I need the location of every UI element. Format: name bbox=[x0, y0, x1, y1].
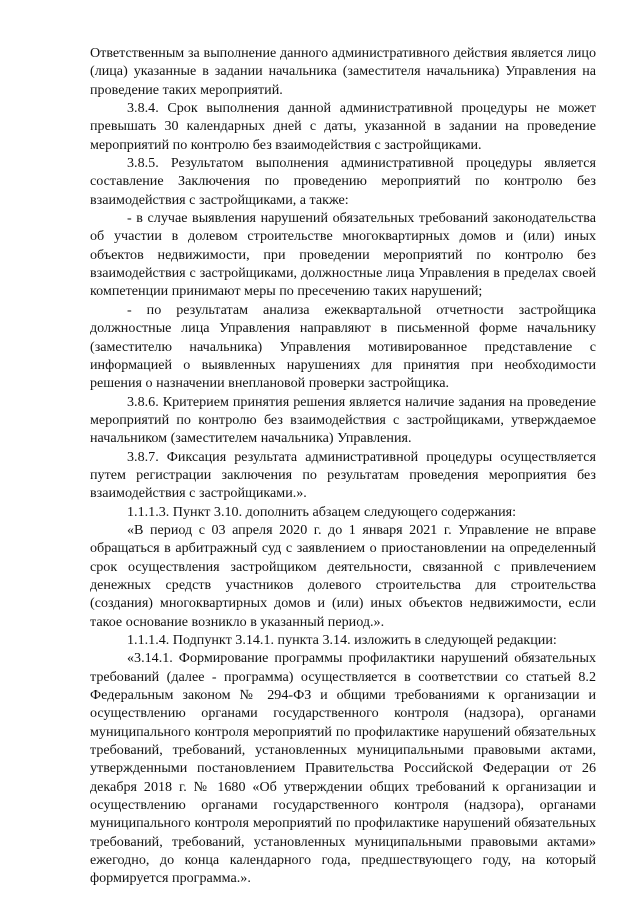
paragraph-3-8-6: 3.8.6. Критерием принятия решения является наличие задания на проведение мероприятий по контролю без взаимодействия с застройщиками, утверждаемое начальником (заместителем начальника) Управления. bbox=[90, 393, 596, 447]
document-page bbox=[90, 44, 596, 888]
paragraph-reporting-list-item: - по результатам анализа ежеквартальной отчетности застройщика должностные лица Управления направляют в письменной форме начальнику (заместителю начальника) Управления мотивированное представление с информацией о выявленных нарушениях для принятия при необходимости решения о назначении внеплановой проверки застройщика. bbox=[90, 301, 596, 392]
paragraph-3-14-1: «3.14.1. Формирование программы профилактики нарушений обязательных требований (далее - программа) осуществляется в соответствии со статьей 8.2 Федеральным законом № 294-ФЗ и общими требованиями к организации и осуществлению органами государственного контроля (надзора), органами муниципального контроля мероприятий по профилактике нарушений обязательных требований, требований, установленных муниципальными правовыми актами, утвержденными постановлением Правительства Российской Федерации от 26 декабря 2018 г. № 1680 «Об утверждении общих требований к организации и осуществлению органами государственного контроля (надзора), органами муниципального контроля мероприятий по профилактике нарушений обязательных требований, требований, установленных муниципальными правовыми актами» ежегодно, до конца календарного года, предшествующего году, на который формируется программа.». bbox=[90, 650, 596, 887]
paragraph-3-8-4: 3.8.4. Срок выполнения данной административной процедуры не может превышать 30 календарных дней с даты, указанной в задании на проведение мероприятий по контролю без взаимодействия с застройщиками. bbox=[90, 100, 596, 153]
paragraph-3-8-5: 3.8.5. Результатом выполнения административной процедуры является составление Заключения по проведению мероприятий по контролю без взаимодействия с застройщиками, а также: bbox=[90, 155, 596, 208]
paragraph-1-1-1-3: 1.1.1.3. Пункт 3.10. дополнить абзацем следующего содержания: bbox=[127, 503, 517, 520]
paragraph-responsible-person: Ответственным за выполнение данного административного действия является лицо (лица) указанные в задании начальника (заместителя начальника) Управления на проведение таких мероприятий. bbox=[90, 45, 596, 98]
paragraph-3-8-7: 3.8.7. Фиксация результата административной процедуры осуществляется путем регистрации заключения по результатам проведения мероприятия без взаимодействия с застройщиками.». bbox=[90, 448, 596, 502]
paragraph-quote-period: «В период с 03 апреля 2020 г. до 1 января 2021 г. Управление не вправе обращаться в арбитражный суд с заявлением о приостановлении на определенный срок осуществления застройщиком деятельности, связанной с привлечением денежных средств участников долевого строительства для строительства (создания) многоквартирных домов и (или) иных объектов недвижимости, если такое основание возникло в указанный период.». bbox=[90, 521, 596, 630]
paragraph-violations-list-item: - в случае выявления нарушений обязательных требований законодательства об участии в долевом строительстве многоквартирных домов и (или) иных объектов недвижимости, при проведении мероприятий по контролю без взаимодействия с застройщиками, должностные лица Управления в пределах своей компетенции принимают меры по пресечению таких нарушений; bbox=[90, 210, 596, 300]
paragraph-1-1-1-4: 1.1.1.4. Подпункт 3.14.1. пункта 3.14. изложить в следующей редакции: bbox=[127, 632, 557, 648]
